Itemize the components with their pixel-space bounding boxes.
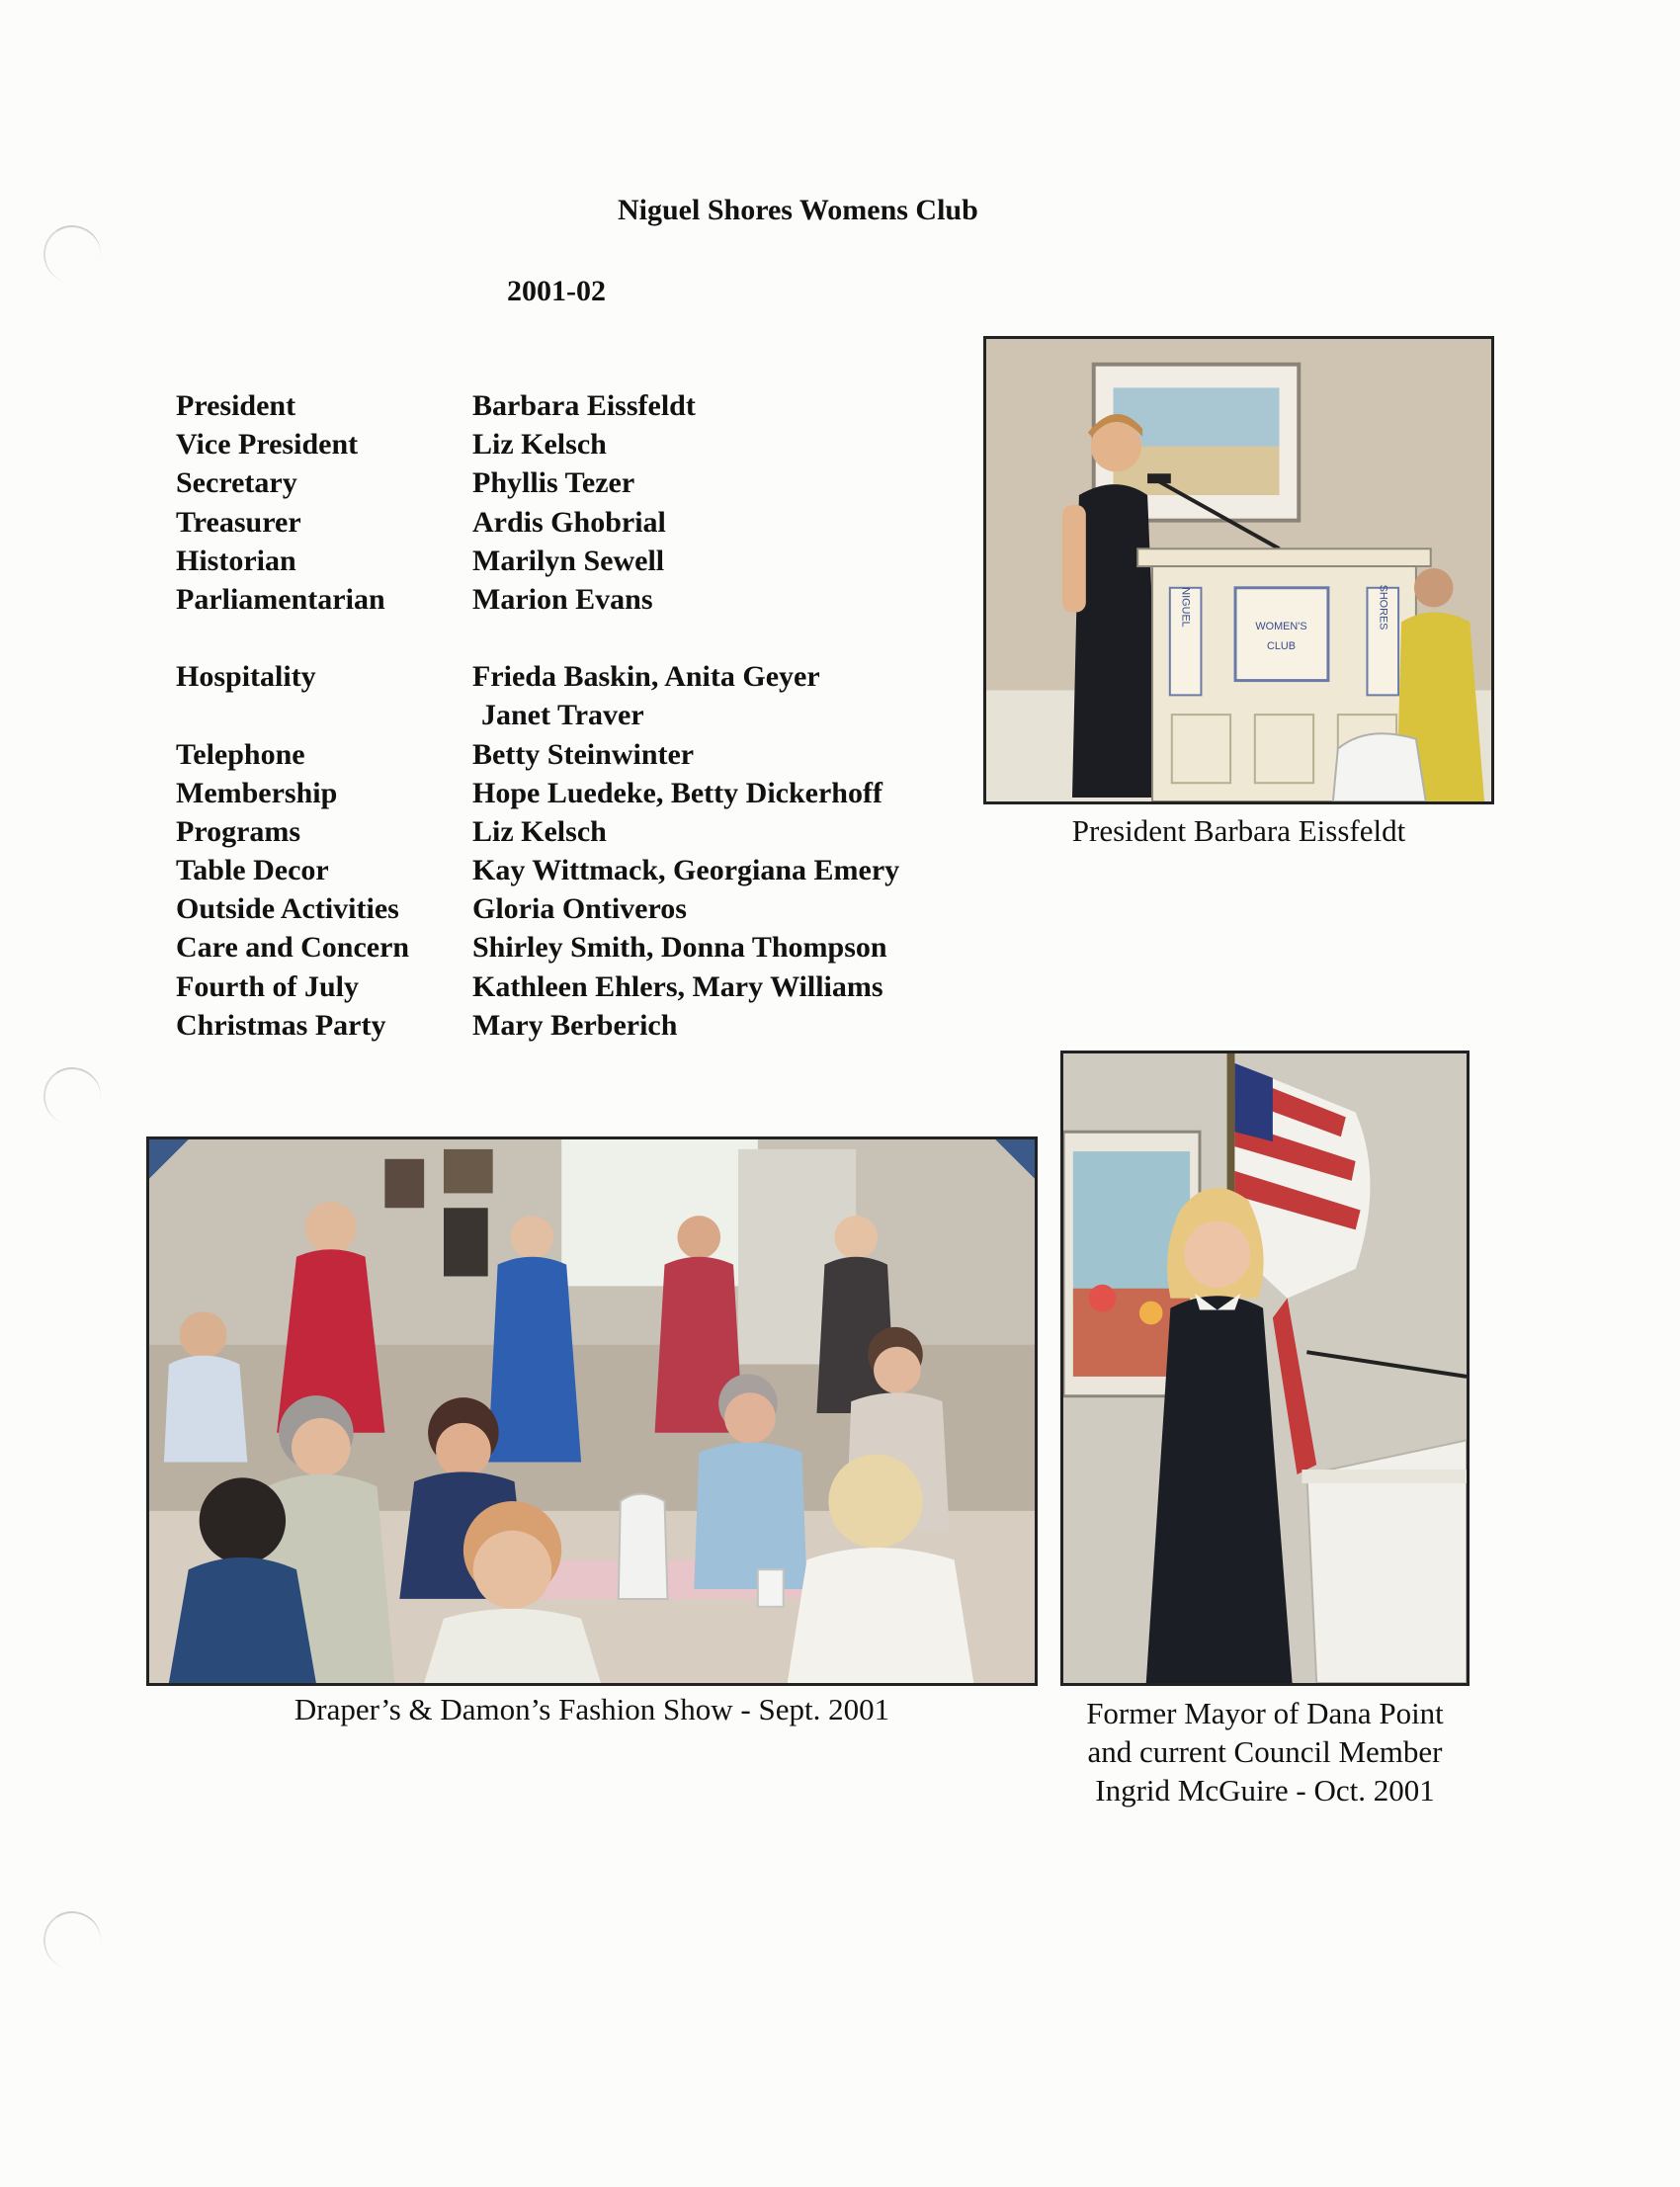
officer-row (0, 506, 988, 546)
officer-name: Marion Evans (472, 583, 653, 616)
club-year: 2001-02 (507, 275, 606, 307)
officer-role: President (176, 389, 296, 422)
committee-role: Outside Activities (176, 892, 399, 925)
committee-role: Table Decor (176, 854, 329, 886)
committee-name: Kay Wittmack, Georgiana Emery (472, 854, 900, 886)
committee-row-continuation (0, 699, 988, 738)
president-photo-caption: President Barbara Eissfeldt (1071, 813, 1406, 848)
committee-name: Kathleen Ehlers, Mary Williams (472, 970, 883, 1003)
fashion-show-photo-illustration (149, 1139, 1035, 1683)
podium-text-left: NIGUEL (1179, 587, 1192, 628)
committee-name: Frieda Baskin, Anita Geyer (472, 660, 820, 693)
officer-name: Liz Kelsch (472, 428, 607, 461)
officer-role: Vice President (176, 428, 359, 461)
committee-role: Fourth of July (176, 970, 360, 1003)
committee-row (0, 970, 988, 1010)
committee-role: Telephone (176, 738, 305, 771)
committee-row (0, 777, 988, 816)
podium-text-center-bottom: CLUB (1267, 639, 1296, 652)
committee-name: Liz Kelsch (472, 815, 607, 848)
committee-name: Shirley Smith, Donna Thompson (472, 931, 887, 964)
committee-role: Christmas Party (176, 1009, 386, 1042)
officer-row (0, 466, 988, 506)
committee-row (0, 815, 988, 855)
punch-hole-bottom (39, 1906, 105, 1973)
committee-name-continuation: Janet Traver (481, 699, 644, 731)
podium-text-right: SHORES (1377, 584, 1389, 631)
punch-hole-top (39, 220, 105, 287)
mayor-caption-line: Former Mayor of Dana Point (1086, 1696, 1444, 1730)
officer-row (0, 583, 988, 623)
officer-name: Phyllis Tezer (472, 466, 635, 499)
officer-name: Marilyn Sewell (472, 545, 665, 577)
president-photo-illustration (986, 339, 1491, 801)
committee-name: Gloria Ontiveros (472, 892, 687, 925)
mayor-photo (1060, 1051, 1470, 1686)
committee-row (0, 660, 988, 700)
fashion-show-photo-caption: Draper’s & Damon’s Fashion Show - Sept. 2001 (294, 1692, 890, 1726)
officer-role: Historian (176, 545, 296, 577)
officer-row (0, 545, 988, 584)
committee-row (0, 854, 988, 893)
mayor-photo-illustration (1063, 1053, 1467, 1683)
committee-role: Membership (176, 777, 338, 809)
podium-text-center-top: WOMEN'S (1255, 621, 1307, 633)
officer-row (0, 389, 988, 429)
mayor-caption-line: Ingrid McGuire - Oct. 2001 (1095, 1773, 1435, 1808)
committee-row (0, 738, 988, 778)
officer-name: Barbara Eissfeldt (472, 389, 696, 422)
committee-row (0, 1009, 988, 1049)
president-photo (983, 336, 1494, 804)
committee-row (0, 892, 988, 932)
committee-row (0, 931, 988, 970)
committee-name: Hope Luedeke, Betty Dickerhoff (472, 777, 882, 809)
committee-name: Mary Berberich (472, 1009, 678, 1042)
committee-role: Hospitality (176, 660, 316, 693)
officer-role: Secretary (176, 466, 297, 499)
committee-role: Programs (176, 815, 301, 848)
committee-role: Care and Concern (176, 931, 410, 964)
mayor-caption-line: and current Council Member (1087, 1734, 1443, 1769)
officer-role: Parliamentarian (176, 583, 385, 616)
committee-name: Betty Steinwinter (472, 738, 695, 771)
officer-row (0, 428, 988, 467)
officer-name: Ardis Ghobrial (472, 506, 666, 539)
officer-role: Treasurer (176, 506, 301, 539)
fashion-show-photo (146, 1136, 1038, 1686)
club-title: Niguel Shores Womens Club (618, 194, 978, 226)
punch-hole-middle (39, 1062, 105, 1129)
